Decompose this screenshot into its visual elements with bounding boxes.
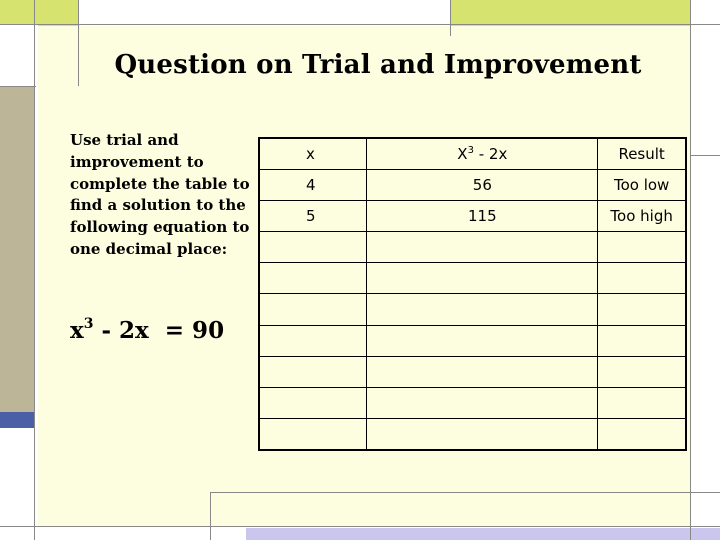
cell-value: 56 bbox=[367, 170, 598, 201]
cell-value bbox=[367, 387, 598, 418]
header-formula-rest: - 2x bbox=[478, 145, 508, 164]
table-row bbox=[260, 294, 686, 325]
header-formula bbox=[367, 139, 598, 170]
frame-line bbox=[0, 24, 720, 25]
table-row bbox=[260, 263, 686, 294]
cell-x: 5 bbox=[260, 201, 367, 232]
table-row bbox=[260, 418, 686, 449]
cell-x bbox=[260, 294, 367, 325]
equation-exponent: 3 bbox=[83, 316, 94, 332]
header-x: x bbox=[260, 139, 367, 170]
table-header-row bbox=[260, 139, 686, 170]
cell-value bbox=[367, 294, 598, 325]
cell-result bbox=[598, 387, 686, 418]
cell-result bbox=[598, 232, 686, 263]
deco-lavender-bar-bottom bbox=[246, 528, 720, 540]
equation-equals: = 90 bbox=[164, 317, 225, 344]
cell-value bbox=[367, 325, 598, 356]
header-formula-base: X bbox=[457, 145, 468, 164]
cell-x bbox=[260, 325, 367, 356]
cell-result bbox=[598, 325, 686, 356]
slide-title: Question on Trial and Improvement bbox=[114, 50, 642, 80]
cell-x bbox=[260, 232, 367, 263]
table-row bbox=[260, 201, 686, 232]
cell-result: Too low bbox=[598, 170, 686, 201]
frame-line bbox=[0, 526, 720, 527]
cell-result bbox=[598, 294, 686, 325]
cell-value: 115 bbox=[367, 201, 598, 232]
deco-blue-bar-left bbox=[0, 412, 34, 428]
cell-value bbox=[367, 356, 598, 387]
cell-result bbox=[598, 356, 686, 387]
frame-line bbox=[210, 492, 211, 540]
frame-line bbox=[0, 86, 36, 87]
cell-x bbox=[260, 418, 367, 449]
frame-line bbox=[690, 0, 691, 540]
instructions-text: Use trial and improvement to complete the table to find a solution to the following equation to one decimal place: bbox=[70, 131, 250, 258]
equation-rest: - 2x bbox=[101, 317, 149, 344]
frame-line bbox=[34, 0, 35, 540]
frame-line bbox=[210, 492, 720, 493]
frame-line bbox=[450, 0, 451, 36]
cell-x bbox=[260, 263, 367, 294]
table-row bbox=[260, 387, 686, 418]
cell-value bbox=[367, 232, 598, 263]
cell-result: Too high bbox=[598, 201, 686, 232]
cell-result bbox=[598, 263, 686, 294]
header-result: Result bbox=[598, 139, 686, 170]
trial-table bbox=[259, 138, 686, 450]
cell-value bbox=[367, 418, 598, 449]
cell-value bbox=[367, 263, 598, 294]
cell-result bbox=[598, 418, 686, 449]
table-row bbox=[260, 325, 686, 356]
frame-line bbox=[690, 155, 720, 156]
table-row bbox=[260, 170, 686, 201]
table-row bbox=[260, 232, 686, 263]
table-row bbox=[260, 356, 686, 387]
header-formula-exponent: 3 bbox=[467, 145, 474, 157]
equation bbox=[70, 316, 224, 344]
cell-x bbox=[260, 387, 367, 418]
deco-tan-bar-left bbox=[0, 86, 34, 412]
deco-green-block-topleft bbox=[0, 0, 78, 24]
cell-x: 4 bbox=[260, 170, 367, 201]
equation-base: x bbox=[70, 317, 84, 344]
cell-x bbox=[260, 356, 367, 387]
